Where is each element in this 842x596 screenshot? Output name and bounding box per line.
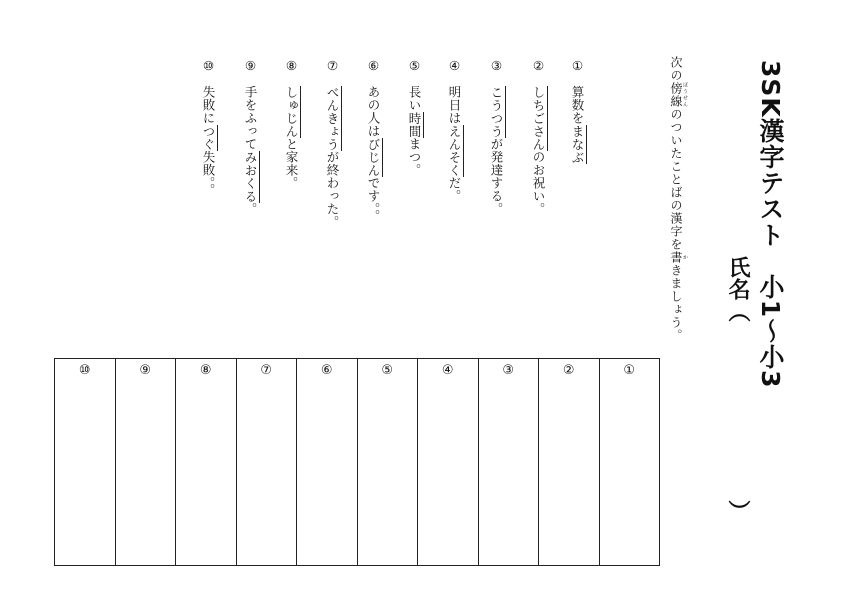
- question-underlined-word: しゅじん: [284, 85, 299, 138]
- question-7: [323, 58, 341, 229]
- question-pre-text: 長い: [407, 85, 422, 112]
- ruby-kaku: [669, 251, 688, 264]
- question-number: ③: [489, 58, 504, 74]
- question-number: ⑤: [407, 58, 422, 74]
- question-underlined-word: つぐ: [201, 124, 216, 151]
- question-underlined-word: べんきょう: [325, 85, 340, 151]
- question-post-text: だ。: [447, 176, 462, 203]
- answer-box-2[interactable]: ②: [539, 359, 600, 566]
- question-post-text: が終わった。: [325, 150, 340, 229]
- ruby2-text: か: [682, 251, 688, 264]
- question-pre-text: 手をふって: [243, 85, 258, 151]
- question-underlined-word: こうつう: [489, 85, 504, 138]
- answer-box-4[interactable]: ④: [418, 359, 479, 566]
- question-underlined-word: しちごさん: [531, 85, 546, 151]
- answer-box-1[interactable]: ①: [599, 359, 660, 566]
- instruction-middle: のついたことばの漢字を: [669, 108, 683, 251]
- question-2: [529, 58, 547, 216]
- question-number: ①: [570, 58, 585, 74]
- question-post-text: 。: [243, 202, 258, 216]
- ruby-text: ぼうせん: [682, 82, 688, 108]
- question-pre-text: 明日は: [447, 85, 462, 125]
- answer-table: [54, 358, 660, 566]
- question-number: ⑨: [243, 58, 258, 74]
- answer-box-7[interactable]: ⑦: [236, 359, 297, 566]
- question-6: [364, 58, 382, 222]
- question-post-text: のお祝い。: [531, 150, 546, 216]
- question-underlined-word: えんそく: [447, 124, 462, 177]
- instruction-text: [668, 56, 688, 342]
- question-number: ⑧: [284, 58, 299, 74]
- question-1: [568, 58, 586, 164]
- answer-box-9[interactable]: ⑨: [115, 359, 176, 566]
- question-post-text: 失敗。。: [201, 150, 216, 197]
- question-number: ⑥: [366, 58, 381, 74]
- ruby-base: 傍線: [669, 82, 683, 108]
- question-post-text: が発達する。: [489, 137, 504, 216]
- question-underlined-word: びじん: [366, 137, 381, 177]
- question-pre-text: 算数を: [570, 85, 585, 125]
- question-number: ⑩: [201, 58, 216, 74]
- question-8: [282, 58, 300, 190]
- answer-box-3[interactable]: ③: [478, 359, 539, 566]
- question-pre-text: 失敗に: [201, 85, 216, 125]
- question-3: [487, 58, 505, 216]
- question-post-text: まつ。: [407, 137, 422, 177]
- instruction-before: 次の: [669, 56, 683, 82]
- question-underlined-word: まなぶ: [570, 124, 585, 164]
- answer-row: [55, 359, 660, 566]
- question-number: ④: [447, 58, 462, 74]
- name-close-paren: ）: [725, 500, 750, 522]
- answer-box-6[interactable]: ⑥: [297, 359, 358, 566]
- answer-box-5[interactable]: ⑤: [357, 359, 418, 566]
- answer-box-10[interactable]: ⑩: [55, 359, 116, 566]
- question-underlined-word: 時間: [407, 111, 422, 138]
- question-4: [445, 58, 463, 203]
- question-number: ②: [531, 58, 546, 74]
- question-5: [405, 58, 423, 177]
- answer-box-8[interactable]: ⑧: [176, 359, 237, 566]
- question-10: [199, 58, 217, 196]
- test-title: 3SK漢字テスト 小1～小3: [756, 60, 785, 389]
- question-post-text: と家来。: [284, 137, 299, 190]
- question-pre-text: あの人は: [366, 85, 381, 138]
- question-9: [241, 58, 259, 216]
- question-post-text: です。。: [366, 176, 381, 223]
- ruby2-base: 書: [669, 251, 683, 264]
- question-number: ⑦: [325, 58, 340, 74]
- instruction-after: きましょう。: [669, 264, 683, 342]
- name-label: 氏名（: [725, 256, 750, 322]
- ruby-bousen: [669, 82, 688, 108]
- question-underlined-word: みおくる: [243, 150, 258, 203]
